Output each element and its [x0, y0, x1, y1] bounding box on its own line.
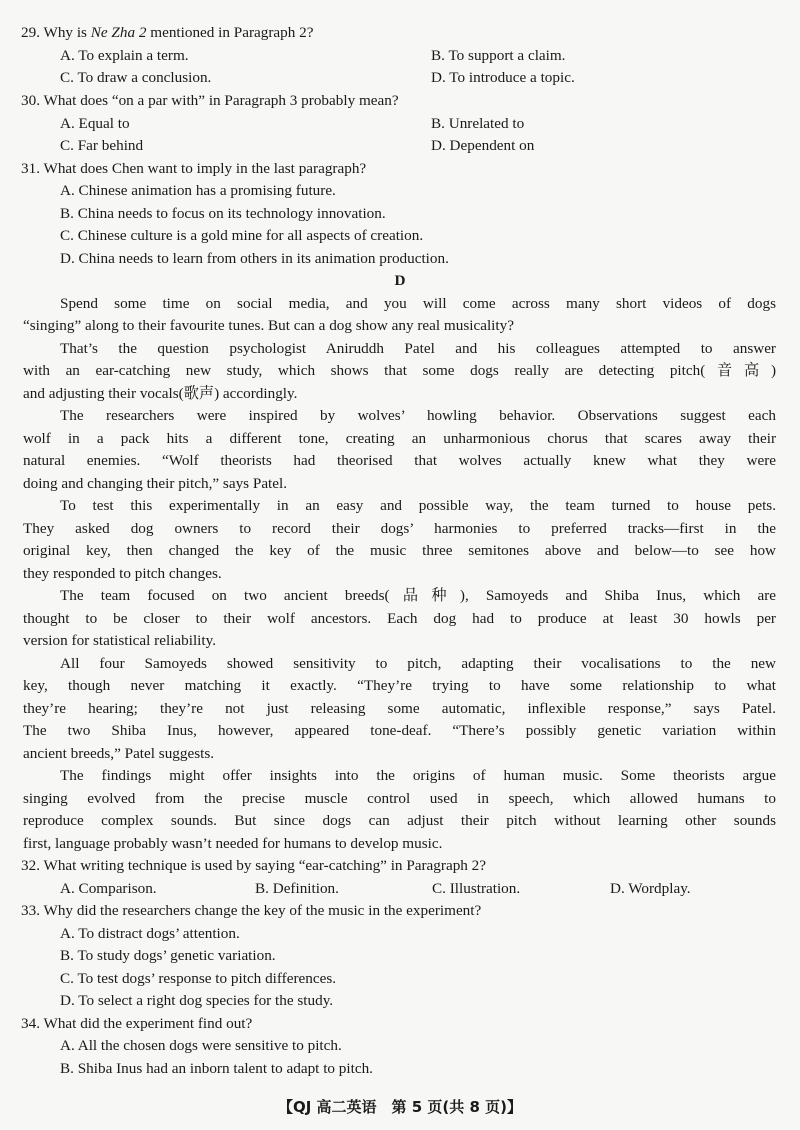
page-footer: 【QJ 高二英语 第 5 页(共 8 页)】	[277, 1098, 523, 1116]
passage-line: version for statistical reliability.	[23, 632, 217, 649]
passage-line: with an ear-catching new study, which shows that some dogs really are detecting pitch(音高)	[23, 362, 776, 379]
option-30d: D. Dependent on	[431, 137, 535, 154]
section-heading-d: D	[394, 272, 406, 289]
passage-line: “singing” along to their favourite tunes. But can a dog show any real musicality?	[23, 317, 514, 334]
passage-line: To test this experimentally in an easy and possible way, the team turned to house pets.	[60, 497, 776, 514]
passage-line: That’s the question psychologist Aniruddh Patel and his colleagues attempted to answer	[60, 340, 776, 357]
passage-line: reproduce complex sounds. But since dogs can adjust their pitch without learning other sounds	[23, 812, 776, 829]
passage-line: original key, then changed the key of the music three semitones above and below—to see how	[23, 542, 776, 559]
passage-line: they’re hearing; they’re not just releasing some automatic, inflexible response,” says Patel.	[23, 700, 776, 717]
option-30a: A. Equal to	[60, 115, 130, 132]
option-32b: B. Definition.	[255, 880, 339, 897]
passage-line: they responded to pitch changes.	[23, 565, 222, 582]
passage-line: singing evolved from the precise muscle control used in speech, which allowed humans to	[23, 790, 776, 807]
option-32c: C. Illustration.	[432, 880, 521, 897]
question-34-stem: 34. What did the experiment find out?	[21, 1015, 253, 1032]
passage-line: The researchers were inspired by wolves’ howling behavior. Observations suggest each	[60, 407, 776, 424]
passage-line: The team focused on two ancient breeds(品种), Samoyeds and Shiba Inus, which are	[60, 587, 776, 604]
option-29a: A. To explain a term.	[60, 47, 189, 64]
option-30c: C. Far behind	[60, 137, 144, 154]
option-31c: C. Chinese culture is a gold mine for all aspects of creation.	[60, 227, 424, 244]
passage-line: Spend some time on social media, and you will come across many short videos of dogs	[60, 295, 776, 312]
question-30-stem: 30. What does “on a par with” in Paragraph 3 probably mean?	[21, 92, 399, 109]
passage-line: wolf in a pack hits a different tone, creating an unharmonious chorus that scares away their	[23, 430, 776, 447]
option-34b: B. Shiba Inus had an inborn talent to adapt to pitch.	[60, 1060, 373, 1077]
passage-line: first, language probably wasn’t needed for humans to develop music.	[23, 835, 443, 852]
option-32d: D. Wordplay.	[610, 880, 691, 897]
question-31-stem: 31. What does Chen want to imply in the last paragraph?	[21, 160, 367, 177]
option-33d: D. To select a right dog species for the study.	[60, 992, 334, 1009]
option-31b: B. China needs to focus on its technology innovation.	[60, 205, 386, 222]
option-33b: B. To study dogs’ genetic variation.	[60, 947, 276, 964]
option-31a: A. Chinese animation has a promising future.	[60, 182, 336, 199]
option-33c: C. To test dogs’ response to pitch differences.	[60, 970, 337, 987]
film-title: Ne Zha 2	[90, 24, 147, 41]
option-34a: A. All the chosen dogs were sensitive to pitch.	[60, 1037, 342, 1054]
passage-line: key, though never matching it exactly. “They’re trying to have some relationship to what	[23, 677, 776, 694]
option-32a: A. Comparison.	[60, 880, 157, 897]
passage-line: They asked dog owners to record their dogs’ harmonies to preferred tracks—first in the	[23, 520, 776, 537]
option-30b: B. Unrelated to	[431, 115, 525, 132]
passage-line: All four Samoyeds showed sensitivity to pitch, adapting their vocalisations to the new	[60, 655, 776, 672]
passage-line: doing and changing their pitch,” says Patel.	[23, 475, 288, 492]
question-33-stem: 33. Why did the researchers change the key of the music in the experiment?	[21, 902, 482, 919]
passage-line: and adjusting their vocals(歌声) accordingly.	[23, 385, 298, 402]
option-29c: C. To draw a conclusion.	[60, 69, 212, 86]
option-33a: A. To distract dogs’ attention.	[60, 925, 240, 942]
passage-line: ancient breeds,” Patel suggests.	[23, 745, 215, 762]
question-29-stem: 29. Why is Ne Zha 2 mentioned in Paragraph 2?	[21, 24, 314, 41]
passage-line: The two Shiba Inus, however, appeared tone-deaf. “There’s possibly genetic variation within	[23, 722, 776, 739]
passage-line: thought to be closer to their wolf ancestors. Each dog had to produce at least 30 howls per	[23, 610, 776, 627]
option-29b: B. To support a claim.	[431, 47, 566, 64]
passage-line: The findings might offer insights into the origins of human music. Some theorists argue	[60, 767, 776, 784]
passage-line: natural enemies. “Wolf theorists had theorised that wolves actually knew what they were	[23, 452, 776, 469]
option-29d: D. To introduce a topic.	[431, 69, 575, 86]
question-32-stem: 32. What writing technique is used by saying “ear-catching” in Paragraph 2?	[21, 857, 487, 874]
option-31d: D. China needs to learn from others in its animation production.	[60, 250, 449, 267]
